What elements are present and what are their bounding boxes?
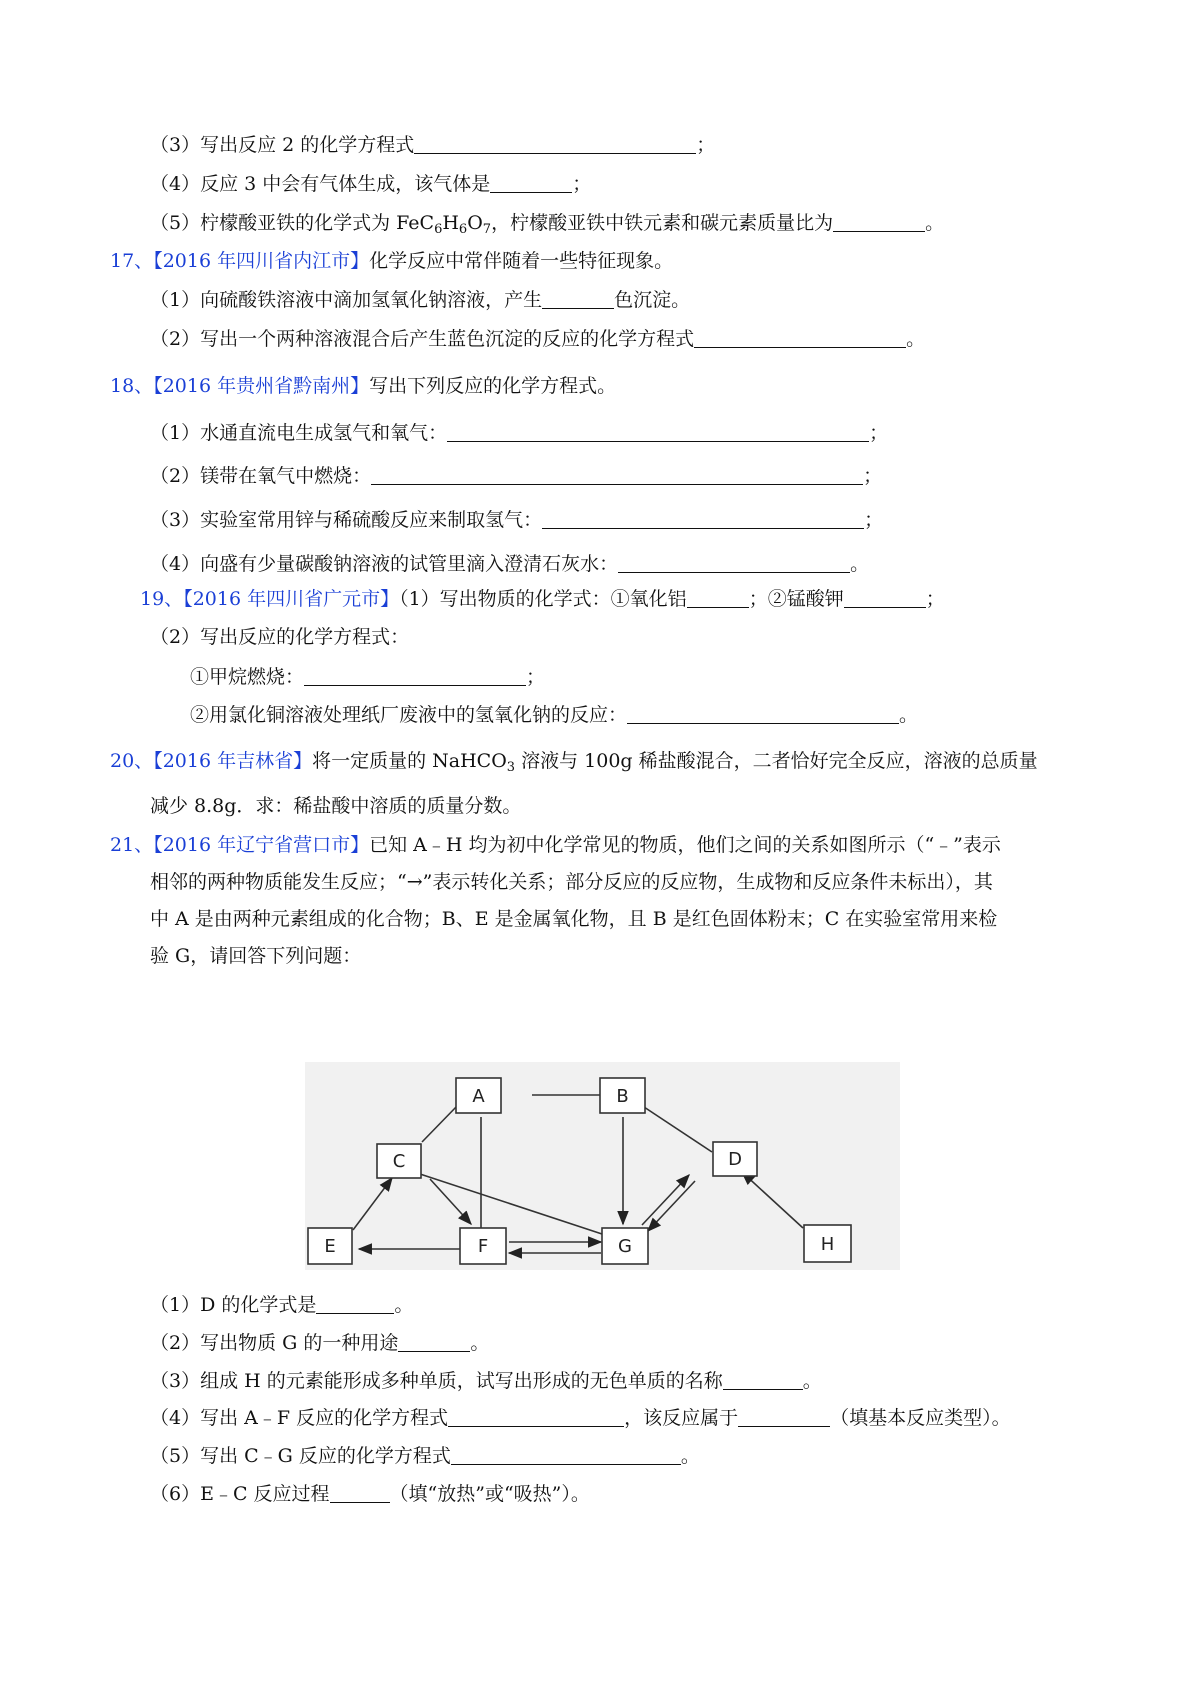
answer-blank[interactable] <box>490 174 572 193</box>
answer-blank[interactable] <box>447 423 869 442</box>
arrow-H-D <box>742 1172 803 1228</box>
q21-line2: 相邻的两种物质能发生反应；“→”表示转化关系；部分反应的反应物，生成物和反应条件未标出），其 <box>150 871 993 893</box>
answer-blank[interactable] <box>542 510 864 529</box>
question-source: 【2016 年四川省内江市】 <box>153 250 370 272</box>
question-number: 19、 <box>140 588 184 610</box>
q16-part4: （4）反应 3 中会有气体生成，该气体是 ； <box>150 173 592 195</box>
q18-part4: （4）向盛有少量碳酸钠溶液的试管里滴入澄清石灰水： 。 <box>150 553 870 575</box>
arrow-G-D <box>642 1175 689 1225</box>
question-title: 化学反应中常伴随着一些特征现象。 <box>369 250 674 272</box>
answer-blank[interactable] <box>304 667 526 686</box>
link-A-C <box>422 1105 458 1142</box>
answer-blank[interactable] <box>451 1446 681 1465</box>
answer-blank[interactable] <box>723 1371 803 1390</box>
node-label: H <box>820 1234 835 1255</box>
node-label: G <box>618 1236 632 1257</box>
question-number: 17、 <box>110 250 154 272</box>
answer-blank[interactable] <box>687 589 749 608</box>
q19-part2b: ②用氯化铜溶液处理纸厂废液中的氢氧化钠的反应： 。 <box>190 704 919 726</box>
answer-blank[interactable] <box>330 1484 390 1503</box>
q21-line4: 验 G，请回答下列问题： <box>150 945 362 967</box>
question-source: 【2016 年辽宁省营口市】 <box>153 834 370 856</box>
node-label: B <box>616 1086 629 1107</box>
answer-blank[interactable] <box>398 1333 470 1352</box>
q19-part2a: ①甲烷燃烧： ； <box>190 666 546 688</box>
answer-blank[interactable] <box>844 589 926 608</box>
arrow-C-F <box>430 1179 471 1224</box>
relationship-diagram <box>305 1062 900 1270</box>
node-label: E <box>324 1236 336 1257</box>
answer-blank[interactable] <box>694 329 906 348</box>
answer-blank[interactable] <box>448 1408 624 1427</box>
q17-header <box>110 248 673 274</box>
question-number: 21、 <box>110 834 154 856</box>
q21-part2: （2）写出物质 G 的一种用途 。 <box>150 1332 490 1354</box>
node-label: C <box>392 1151 406 1172</box>
q20-line2: 减少 8.8g．求：稀盐酸中溶质的质量分数。 <box>150 795 522 817</box>
q19-header: 19、【2016 年四川省广元市】（1）写出物质的化学式：①氧化铝 ；②锰酸钾 ； <box>140 588 945 610</box>
node-label: A <box>472 1086 485 1107</box>
q16-part5: （5）柠檬酸亚铁的化学式为 $FeC_6H_6O_7$，柠檬酸亚铁中铁元素和碳元素质量比为 。 <box>150 212 945 237</box>
link-B-D <box>641 1105 712 1152</box>
question-title: 写出下列反应的化学方程式。 <box>369 375 617 397</box>
node-label: D <box>728 1149 742 1170</box>
q18-part3: （3）实验室常用锌与稀硫酸反应来制取氢气： ； <box>150 509 884 531</box>
q16-part3: （3）写出反应 2 的化学方程式 ； <box>150 134 716 156</box>
question-source: 【2016 年贵州省黔南州】 <box>153 375 370 397</box>
q19-part2: （2）写出反应的化学方程式： <box>150 626 410 648</box>
q17-part1: （1）向硫酸铁溶液中滴加氢氧化钠溶液，产生 色沉淀。 <box>150 289 691 311</box>
q21-part5: （5）写出 C﹣G 反应的化学方程式 。 <box>150 1445 700 1467</box>
arrow-D-G <box>648 1181 695 1231</box>
link-C-G <box>420 1174 602 1234</box>
answer-blank[interactable] <box>316 1295 394 1314</box>
q18-part1: （1）水通直流电生成氢气和氧气： ； <box>150 422 889 444</box>
arrow-E-C <box>353 1178 392 1230</box>
diagram-svg <box>305 1062 900 1270</box>
q21-part4: （4）写出 A﹣F 反应的化学方程式 ，该反应属于 （填基本反应类型）。 <box>150 1407 1011 1429</box>
q18-header <box>110 373 616 399</box>
answer-blank[interactable] <box>371 466 863 485</box>
answer-blank[interactable] <box>414 135 696 154</box>
answer-blank[interactable] <box>542 290 614 309</box>
q21-part1: （1）D 的化学式是 。 <box>150 1294 414 1316</box>
question-number: 18、 <box>110 375 154 397</box>
q20-line1: 20、【2016 年吉林省】将一定质量的 NaHCO$_3$ 溶液与 100g 稀盐酸混合，二者恰好完全反应，溶液的总质量 <box>110 750 1038 775</box>
question-number: 20、 <box>110 750 154 772</box>
q21-line3: 中 A 是由两种元素组成的化合物；B、E 是金属氧化物，且 B 是红色固体粉末；C 在实验室常用来检 <box>150 908 998 930</box>
q21-part3: （3）组成 H 的元素能形成多种单质，试写出形成的无色单质的名称 。 <box>150 1370 822 1392</box>
q21-part6: （6）E﹣C 反应过程 （填“放热”或“吸热”）。 <box>150 1483 590 1505</box>
q21-line1: 21、【2016 年辽宁省营口市】已知 A﹣H 均为初中化学常见的物质，他们之间的关系如图所示（“﹣”表示 <box>110 834 1001 856</box>
answer-blank[interactable] <box>738 1408 830 1427</box>
question-source: 【2016 年吉林省】 <box>153 750 313 772</box>
answer-blank[interactable] <box>833 213 925 232</box>
answer-blank[interactable] <box>618 554 850 573</box>
answer-blank[interactable] <box>627 705 899 724</box>
q17-part2: （2）写出一个两种溶液混合后产生蓝色沉淀的反应的化学方程式 。 <box>150 328 926 350</box>
q18-part2: （2）镁带在氧气中燃烧： ； <box>150 465 883 487</box>
question-source: 【2016 年四川省广元市】 <box>183 588 400 610</box>
node-label: F <box>477 1236 489 1257</box>
